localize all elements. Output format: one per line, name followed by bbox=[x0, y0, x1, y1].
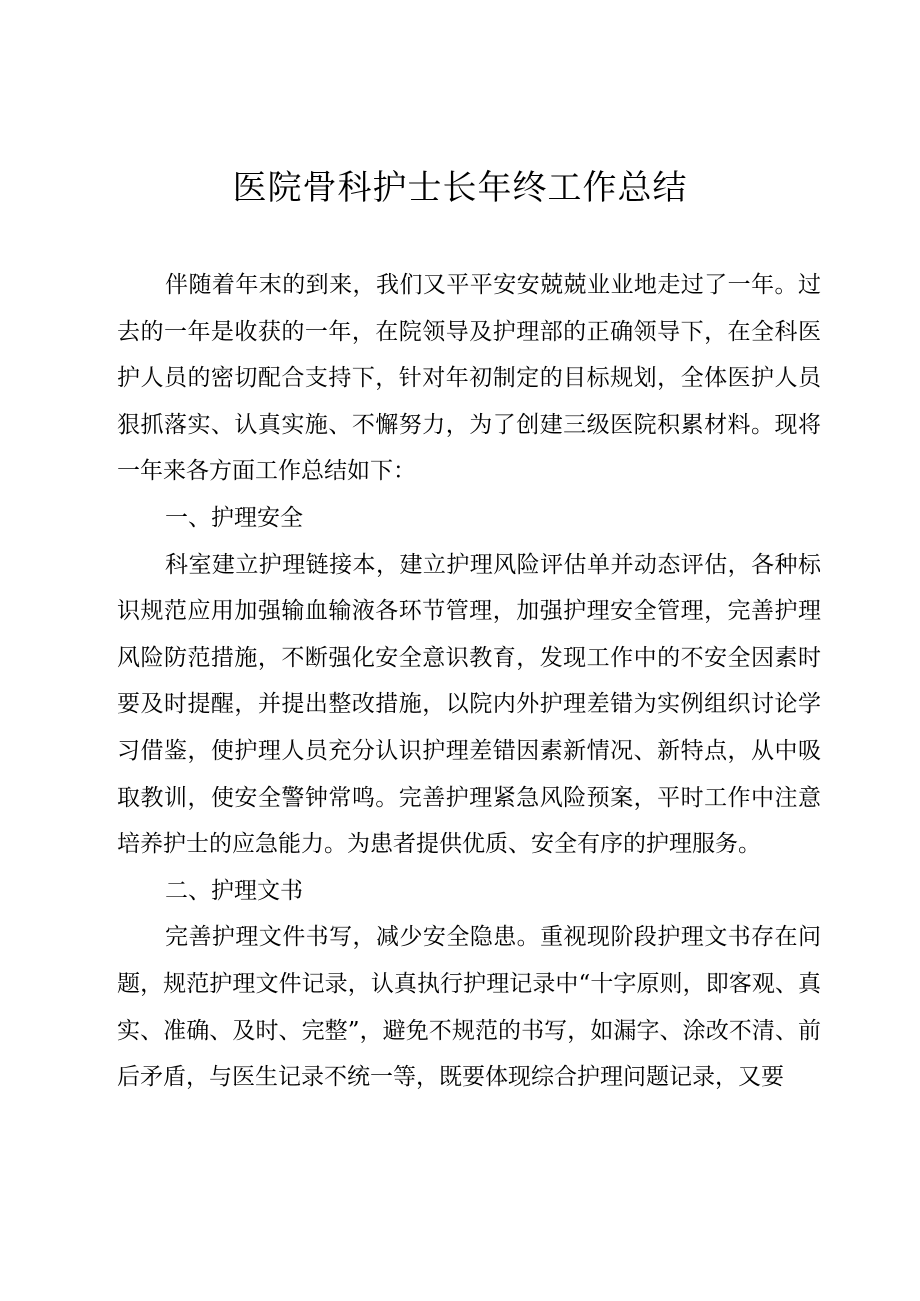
documents-paragraph: 完善护理文件书写，减少安全隐患。重视现阶段护理文书存在问题，规范护理文件记录，认真执行护理记录中“十字原则，即客观、真实、准确、及时、完整”，避免不规范的书写，如漏字、涂改不清、前后矛盾，与医生记录不统一等，既要体现综合护理问题记录，又要 bbox=[117, 924, 821, 1091]
document-title: 医院骨科护士长年终工作总结 bbox=[232, 168, 688, 208]
section-heading-documents: 二、护理文书 bbox=[165, 877, 303, 904]
document-body bbox=[117, 262, 821, 1101]
intro-paragraph: 伴随着年末的到来，我们又平平安安兢兢业业地走过了一年。过去的一年是收获的一年，在院领导及护理部的正确领导下，在全科医护人员的密切配合支持下，针对年初制定的目标规划，全体医护人员狠抓落实、认真实施、不懈努力，为了创建三级医院积累材料。现将一年来各方面工作总结如下： bbox=[117, 272, 821, 485]
section-heading-safety: 一、护理安全 bbox=[165, 504, 303, 531]
safety-paragraph: 科室建立护理链接本，建立护理风险评估单并动态评估，各种标识规范应用加强输血输液各环节管理，加强护理安全管理，完善护理风险防范措施，不断强化安全意识教育，发现工作中的不安全因素时要及时提醒，并提出整改措施，以院内外护理差错为实例组织讨论学习借鉴，使护理人员充分认识护理差错因素新情况、新特点，从中吸取教训，使安全警钟常鸣。完善护理紧急风险预案，平时工作中注意培养护士的应急能力。为患者提供优质、安全有序的护理服务。 bbox=[117, 551, 821, 858]
